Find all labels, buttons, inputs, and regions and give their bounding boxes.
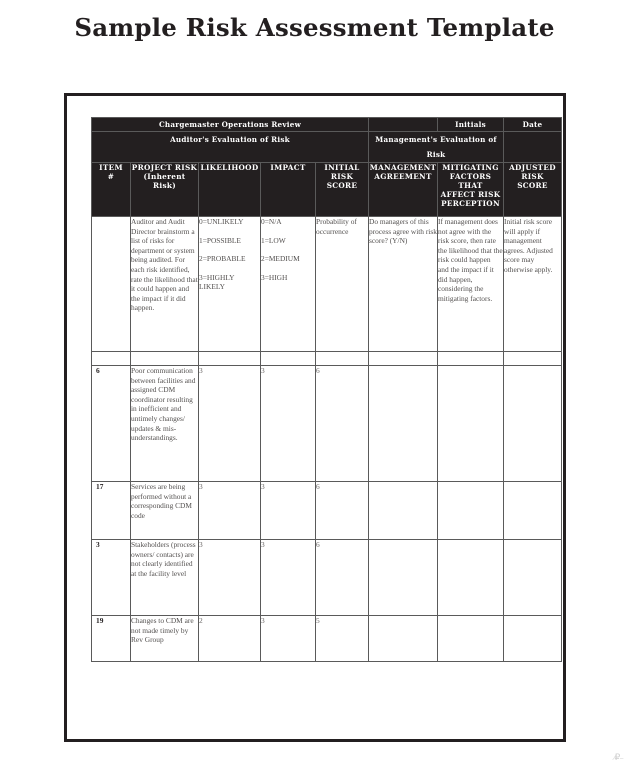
- spacer-cell-7: [438, 352, 504, 366]
- row-project-risk: Stakeholders (process owners/ contacts) are not clearly identified at the facility level: [131, 540, 199, 616]
- column-header-initial-risk-score: [316, 163, 369, 217]
- column-header-management-agreement-line2: AGREEMENT: [374, 172, 432, 181]
- row-likelihood: 3: [199, 482, 261, 540]
- spacer-cell-5: [316, 352, 369, 366]
- column-header-adjusted-risk-score-line3: SCORE: [517, 181, 548, 190]
- row-adjusted-risk-score[interactable]: [504, 540, 562, 616]
- row-initial-risk-score: 6: [316, 540, 369, 616]
- column-header-adjusted-risk-score-line1: ADJUSTED: [509, 163, 556, 172]
- instruction-management-agreement-cell: Do managers of this process agree with risk score? (Y/N): [369, 217, 438, 352]
- column-header-initial-risk-score-line2: RISK: [330, 172, 354, 181]
- spacer-cell-2: [131, 352, 199, 366]
- column-header-impact: IMPACT: [261, 163, 316, 217]
- likelihood-scale-3: 3=HIGHLY LIKELY: [199, 272, 235, 292]
- table-instruction-row: [92, 217, 562, 352]
- group-header-blank: [369, 118, 438, 132]
- spacer-cell-1: [92, 352, 131, 366]
- likelihood-scale-1: 1=POSSIBLE: [199, 235, 241, 245]
- row-adjusted-risk-score[interactable]: [504, 616, 562, 662]
- column-header-project-risk-line2: (Inherent Risk): [143, 172, 186, 190]
- table-spacer-row: [92, 352, 562, 366]
- column-header-mitigating-factors: [438, 163, 504, 217]
- column-header-initial-risk-score-line1: INITIAL: [324, 163, 360, 172]
- spacer-cell-6: [369, 352, 438, 366]
- column-header-management-agreement-line1: MANAGEMENT: [369, 163, 437, 172]
- group-header-date: Date: [504, 118, 562, 132]
- table-group-header-row: [92, 118, 562, 132]
- row-likelihood: 3: [199, 366, 261, 482]
- instruction-item-cell: [92, 217, 131, 352]
- column-header-mitigating-factors-line5: PERCEPTION: [441, 199, 500, 208]
- row-item-number: 3: [92, 540, 131, 616]
- instruction-likelihood-cell: [199, 217, 261, 352]
- column-header-project-risk-line1: PROJECT RISK: [131, 163, 198, 172]
- row-initial-risk-score: 5: [316, 616, 369, 662]
- instruction-mitigating-factors-cell: If management does not agree with the risk score, then rate the likelihood that the risk could happen and the impact if it did happen, considering the mitigating factors.: [438, 217, 504, 352]
- impact-scale-0: 0=N/A: [261, 217, 282, 226]
- impact-scale-2: 2=MEDIUM: [261, 254, 300, 264]
- instruction-project-risk-cell: Auditor and Audit Director brainstorm a list of risks for department or system being audited. For each risk identified, rate the likelihood that it could happen and the impact if it did happen.: [131, 217, 199, 352]
- row-impact: 3: [261, 366, 316, 482]
- row-mitigating-factors[interactable]: [438, 616, 504, 662]
- column-header-project-risk: [131, 163, 199, 217]
- likelihood-scale-0: 0=UNLIKELY: [199, 217, 244, 226]
- row-management-agreement[interactable]: [369, 366, 438, 482]
- row-project-risk: Poor communication between facilities and assigned CDM coordinator resulting in inefficient and untimely changes/ updates & mis-understandings.: [131, 366, 199, 482]
- row-adjusted-risk-score[interactable]: [504, 482, 562, 540]
- row-mitigating-factors[interactable]: [438, 482, 504, 540]
- row-impact: 3: [261, 616, 316, 662]
- row-likelihood: 2: [199, 616, 261, 662]
- row-management-agreement[interactable]: [369, 616, 438, 662]
- spacer-cell-3: [199, 352, 261, 366]
- column-header-item-number-line1: ITEM: [99, 163, 123, 172]
- spacer-cell-8: [504, 352, 562, 366]
- column-header-mitigating-factors-line2: FACTORS: [449, 172, 492, 181]
- column-header-management-agreement: [369, 163, 438, 217]
- row-mitigating-factors[interactable]: [438, 366, 504, 482]
- column-header-adjusted-risk-score-line2: RISK: [521, 172, 544, 181]
- row-initial-risk-score: 6: [316, 366, 369, 482]
- sub-header-blank: [504, 132, 562, 163]
- row-item-number: 6: [92, 366, 131, 482]
- row-impact: 3: [261, 482, 316, 540]
- impact-scale-3: 3=HIGH: [261, 272, 288, 282]
- row-project-risk: Changes to CDM are not made timely by Rev Group: [131, 616, 199, 662]
- instruction-adjusted-risk-score-cell: Initial risk score will apply if management agrees. Adjusted score may otherwise apply.: [504, 217, 562, 352]
- row-impact: 3: [261, 540, 316, 616]
- row-project-risk: Services are being performed without a corresponding CDM code: [131, 482, 199, 540]
- row-adjusted-risk-score[interactable]: [504, 366, 562, 482]
- row-item-number: 19: [92, 616, 131, 662]
- instruction-initial-risk-score-cell: Probability of occurrence: [316, 217, 369, 352]
- column-header-item-number: [92, 163, 131, 217]
- page-corner-artifact: ⁄₽₋: [614, 752, 623, 762]
- table-row[interactable]: [92, 482, 562, 540]
- column-header-mitigating-factors-line1: MITIGATING: [442, 163, 499, 172]
- column-header-mitigating-factors-line4: AFFECT RISK: [440, 190, 501, 199]
- table-row[interactable]: [92, 616, 562, 662]
- column-header-mitigating-factors-line3: THAT: [458, 181, 483, 190]
- row-management-agreement[interactable]: [369, 540, 438, 616]
- instruction-impact-cell: [261, 217, 316, 352]
- impact-scale-1: 1=LOW: [261, 235, 286, 245]
- document-frame: [64, 93, 566, 742]
- risk-assessment-table: [91, 117, 562, 662]
- table-row[interactable]: [92, 366, 562, 482]
- column-header-likelihood: LIKELIHOOD: [199, 163, 261, 217]
- column-header-item-number-line2: #: [107, 172, 115, 181]
- likelihood-scale-2: 2=PROBABLE: [199, 254, 246, 264]
- risk-assessment-table-container: [91, 117, 561, 662]
- row-initial-risk-score: 6: [316, 482, 369, 540]
- table-sub-header-row: [92, 132, 562, 163]
- table-row[interactable]: [92, 540, 562, 616]
- row-item-number: 17: [92, 482, 131, 540]
- column-header-initial-risk-score-line3: SCORE: [326, 181, 358, 190]
- row-mitigating-factors[interactable]: [438, 540, 504, 616]
- group-header-initials: Initials: [438, 118, 504, 132]
- sub-header-managements-evaluation: Management's Evaluation of Risk: [369, 132, 504, 163]
- table-column-header-row: [92, 163, 562, 217]
- group-header-chargemaster: Chargemaster Operations Review: [92, 118, 369, 132]
- sub-header-auditors-evaluation: Auditor's Evaluation of Risk: [92, 132, 369, 163]
- page-title: Sample Risk Assessment Template: [74, 13, 555, 42]
- spacer-cell-4: [261, 352, 316, 366]
- row-likelihood: 3: [199, 540, 261, 616]
- column-header-adjusted-risk-score: [504, 163, 562, 217]
- row-management-agreement[interactable]: [369, 482, 438, 540]
